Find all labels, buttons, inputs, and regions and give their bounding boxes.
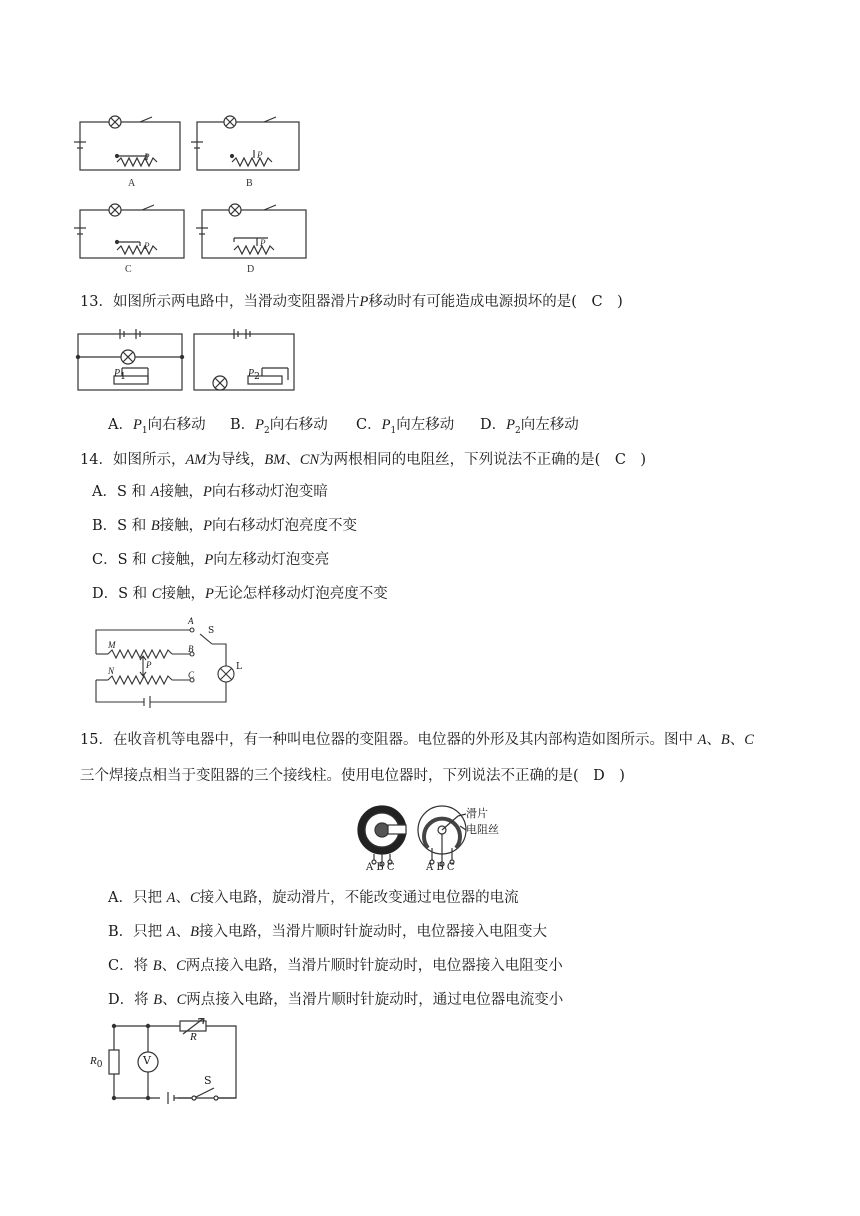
q15-option-c[interactable]: C．将 B、C两点接入电路，当滑片顺时针旋动时，电位器接入电阻变小 [108,958,563,974]
q13-option-c[interactable]: C．$P_1$向左移动 [356,417,455,436]
q14-fig-c-label: C [188,670,195,680]
q14-fig-p-label: P [146,660,152,670]
q12-circuit-figure [72,112,322,277]
q14-option-b[interactable]: B．S 和 B接触，P向右移动灯泡亮度不变 [92,518,358,534]
circuit-c-slider-label: P [144,241,150,251]
q15-fig-slider-label: 滑片 [466,807,488,820]
q14-fig-l-label: L [236,662,242,672]
q14-option-c[interactable]: C．S 和 C接触，P向左移动灯泡变亮 [92,552,330,568]
q16-circuit-figure [88,1018,248,1108]
q14-option-d[interactable]: D．S 和 C接触，P无论怎样移动灯泡亮度不变 [92,586,388,602]
circuit-a [74,116,180,170]
q14-stem: 14．如图所示，AM为导线，BM、CN为两根相同的电阻丝，下列说法不正确的是( C ) [80,452,647,468]
q14-fig-s-label: S [208,626,215,636]
q14-fig-b-label: B [188,644,194,654]
q15-fig-abc-label-left: A B C [366,862,395,873]
q16-fig-s-label: S [204,1074,212,1087]
q14-fig-m-label: M [108,640,116,650]
q16-fig-r-label: R [190,1031,197,1043]
q15-fig-abc-label-right: A B C [426,862,455,873]
q13-circuit-figure [74,326,299,396]
q15-stem-line2: 三个焊接点相当于变阻器的三个接线柱。使用电位器时，下列说法不正确的是( D ) [80,768,625,784]
q13-fig-p2: $P_2$ [248,368,260,382]
q15-stem-line1: 15．在收音机等电器中，有一种叫电位器的变阻器。电位器的外形及其内部构造如图所示。图中 A、B、C [80,732,754,748]
circuit-d-label: D [247,264,255,275]
circuit-b-label: B [246,178,253,189]
q13-option-d[interactable]: D．$P_2$向左移动 [480,417,579,436]
q14-fig-n-label: N [108,666,115,676]
q15-potentiometer-figure [356,800,526,872]
q13-option-b[interactable]: B．$P_2$向右移动 [230,417,328,436]
circuit-c [74,204,184,258]
circuit-b [191,116,299,170]
q13-stem-pre: 13．如图所示两电路中，当滑动变阻器滑片 [80,294,360,310]
circuit-c-label: C [125,264,132,275]
q15-option-b[interactable]: B．只把 A、B接入电路，当滑片顺时针旋动时，电位器接入电阻变大 [108,924,547,940]
q14-option-a[interactable]: A．S 和 A接触，P向右移动灯泡变暗 [92,484,328,500]
q14-fig-a-label: A [188,616,194,626]
q13-stem-post: 移动时有可能造成电源损坏的是( C ) [368,294,623,310]
circuit-d [196,204,306,258]
circuit-b-slider-label: P [257,150,263,160]
circuit-a-label: A [128,178,136,189]
q14-circuit-figure [88,618,248,718]
q16-fig-voltmeter-label: V [143,1054,151,1067]
q13-option-a[interactable]: A．$P_1$向右移动 [108,417,206,436]
q13-stem [80,292,623,312]
q13-stem-var: P [359,294,369,310]
circuit-d-slider-label: P [260,238,266,248]
circuit-a-slider-label: P [144,152,150,162]
q13-options [108,415,579,441]
q15-option-d[interactable]: D．将 B、C两点接入电路，当滑片顺时针旋动时，通过电位器电流变小 [108,992,564,1008]
q16-fig-r0-label: $R_0$ [90,1055,103,1071]
q15-fig-wire-label: 电阻丝 [466,823,499,836]
q15-option-a[interactable]: A．只把 A、C接入电路，旋动滑片，不能改变通过电位器的电流 [108,890,519,906]
q13-fig-p1: $P_1$ [114,368,126,382]
